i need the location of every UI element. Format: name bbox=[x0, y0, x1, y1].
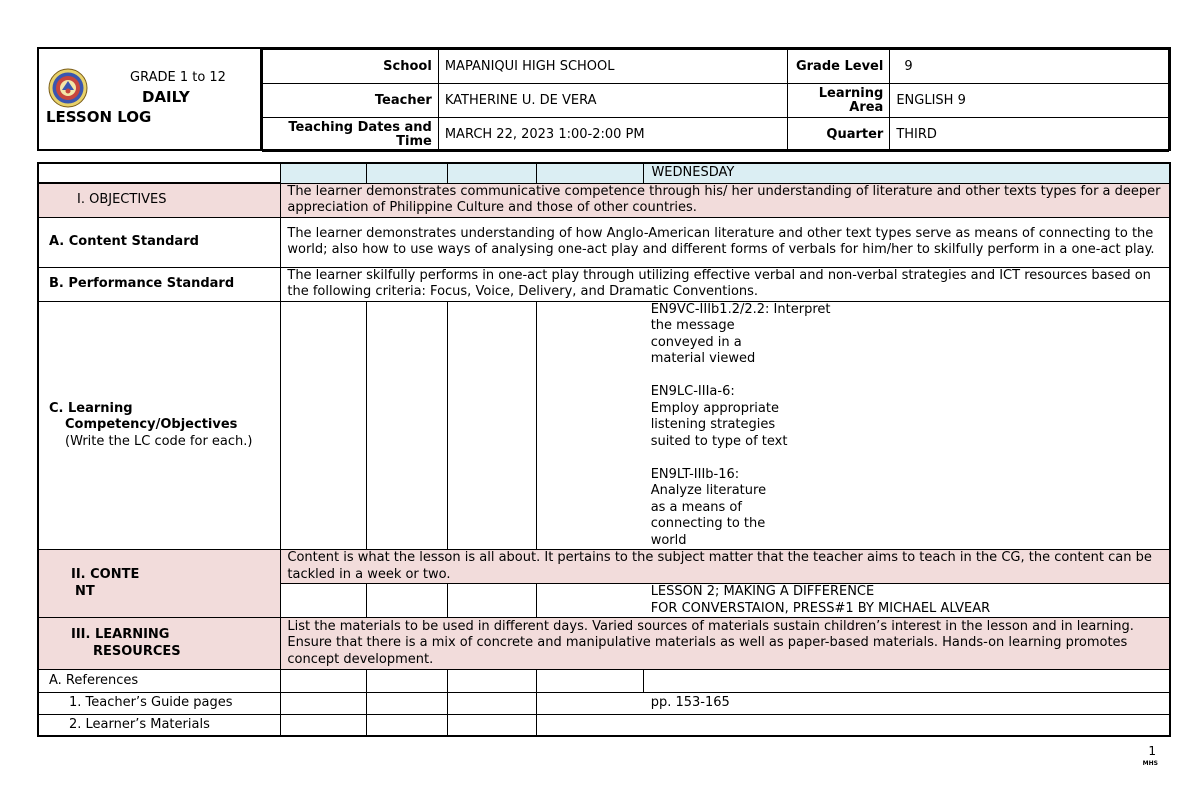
quarter-value: THIRD bbox=[890, 118, 1169, 152]
lm-col-3 bbox=[447, 715, 536, 736]
school-value: MAPANIQUI HIGH SCHOOL bbox=[438, 50, 788, 84]
content-heading-cell bbox=[38, 550, 281, 618]
content-col-1 bbox=[281, 584, 367, 618]
objectives-row bbox=[38, 183, 1170, 217]
daily-title: DAILY bbox=[142, 88, 190, 106]
competency-wednesday bbox=[536, 301, 1170, 550]
content-standard-row bbox=[38, 217, 1170, 267]
competency-label-cell bbox=[38, 301, 281, 550]
teacher-value: KATHERINE U. DE VERA bbox=[438, 84, 788, 118]
competency-item-1 bbox=[651, 302, 1163, 368]
performance-standard-row bbox=[38, 267, 1170, 301]
lesson-title: LESSON 2; MAKING A DIFFERENCE bbox=[650, 584, 875, 599]
content-standard-label: A. Content Standard bbox=[38, 217, 281, 267]
content-col-2 bbox=[367, 584, 448, 618]
references-col-5 bbox=[644, 670, 1170, 693]
content-heading-line1: II. CONTE bbox=[71, 567, 140, 582]
content-row-1 bbox=[38, 550, 1170, 584]
teaching-dates-label: Teaching Dates and Time bbox=[263, 118, 439, 152]
references-label: A. References bbox=[38, 670, 281, 693]
references-col-2 bbox=[367, 670, 448, 693]
resources-text: List the materials to be used in different days. Varied sources of materials sustain children’s interest in the lesson and in learning. Ensure that there is a mix of concrete and manipulative materials as well as paper-based materials. Hands-on learning promotes concept development. bbox=[281, 618, 1170, 670]
learners-materials-label: 2. Learner’s Materials bbox=[38, 715, 281, 736]
school-label: School bbox=[263, 50, 439, 84]
content-heading-line2: NT bbox=[75, 583, 95, 599]
lesson-log-table bbox=[37, 162, 1171, 737]
resources-heading-cell bbox=[38, 618, 281, 670]
lm-col-4 bbox=[536, 715, 1170, 736]
resources-row bbox=[38, 618, 1170, 670]
competency-text: the message bbox=[650, 318, 735, 333]
day-col-3 bbox=[447, 163, 536, 183]
competency-text: suited to type of text bbox=[650, 433, 788, 449]
day-col-2 bbox=[367, 163, 448, 183]
references-col-3 bbox=[447, 670, 536, 693]
competency-label-line2: Competency/Objectives bbox=[65, 417, 238, 432]
school-row bbox=[263, 50, 1169, 84]
references-col-4 bbox=[536, 670, 644, 693]
lm-col-1 bbox=[281, 715, 367, 736]
grade-level-value: 9 bbox=[890, 50, 1169, 84]
competency-text: as a means of bbox=[650, 499, 742, 515]
learners-materials-row bbox=[38, 715, 1170, 736]
grade-range: GRADE 1 to 12 bbox=[130, 70, 226, 85]
competency-text: world bbox=[650, 532, 687, 548]
competency-text: connecting to the bbox=[650, 516, 766, 531]
tg-col-1 bbox=[281, 693, 367, 715]
teachers-guide-pages: pp. 153-165 bbox=[536, 693, 1170, 715]
teachers-guide-row bbox=[38, 693, 1170, 715]
page-number: 1 bbox=[1148, 744, 1156, 758]
lesson-log-title: LESSON LOG bbox=[46, 108, 152, 126]
day-header-row bbox=[38, 163, 1170, 183]
competency-code-1: EN9VC-IIIb1.2/2.2: Interpret bbox=[650, 301, 831, 317]
tg-col-2 bbox=[367, 693, 448, 715]
competency-text: Analyze literature bbox=[650, 483, 767, 498]
content-text: Content is what the lesson is all about. It pertains to the subject matter that the teacher aims to teach in the CG, the content can be tackled in a week or two. bbox=[281, 550, 1170, 584]
learning-area-value: ENGLISH 9 bbox=[890, 84, 1169, 118]
competency-text: conveyed in a bbox=[650, 334, 742, 350]
performance-standard-label: B. Performance Standard bbox=[38, 267, 281, 301]
competency-label-line1: C. Learning bbox=[49, 400, 133, 416]
content-lesson-cell bbox=[536, 584, 1170, 618]
quarter-label: Quarter bbox=[788, 118, 890, 152]
objectives-text: The learner demonstrates communicative competence through his/ her understanding of literature and other texts types for a deeper appreciation of Philippine Culture and those of other countries. bbox=[281, 183, 1170, 217]
grade-level-label: Grade Level bbox=[788, 50, 890, 84]
content-col-3 bbox=[447, 584, 536, 618]
lesson-subtitle: FOR CONVERSTAION, PRESS#1 BY MICHAEL ALVEAR bbox=[650, 600, 991, 616]
competency-text: material viewed bbox=[650, 351, 756, 366]
performance-standard-text: The learner skilfully performs in one-act play through utilizing effective verbal and non-verbal strategies and ICT resources based on the following criteria: Focus, Voice, Delivery, and Dramatic Conventions. bbox=[281, 267, 1170, 301]
competency-col-1 bbox=[281, 301, 367, 550]
lm-col-2 bbox=[367, 715, 448, 736]
references-col-1 bbox=[281, 670, 367, 693]
teaching-dates-value: MARCH 22, 2023 1:00-2:00 PM bbox=[438, 118, 788, 152]
learning-area-label: Learning Area bbox=[788, 84, 890, 118]
day-col-1 bbox=[281, 163, 367, 183]
competency-code-2: EN9LC-IIIa-6: bbox=[650, 384, 735, 399]
competency-item-3 bbox=[651, 467, 1163, 550]
resources-heading-line1: III. LEARNING bbox=[71, 627, 170, 642]
day-col-wednesday: WEDNESDAY bbox=[644, 163, 1170, 183]
competency-code-3: EN9LT-IIIb-16: bbox=[650, 466, 740, 482]
content-standard-text: The learner demonstrates understanding of how Anglo-American literature and other text types serve as means of connecting to the world; also how to use ways of analysing one-act play and different forms of verbals for him/her to skilfully perform in a one-act play. bbox=[281, 217, 1170, 267]
corner-blank bbox=[38, 163, 281, 183]
competency-col-2 bbox=[367, 301, 448, 550]
tg-col-3 bbox=[447, 693, 536, 715]
competency-item-2 bbox=[651, 384, 1163, 450]
competency-text: Employ appropriate bbox=[650, 400, 779, 416]
teacher-label: Teacher bbox=[263, 84, 439, 118]
dates-row bbox=[263, 118, 1169, 152]
header-info-table bbox=[262, 49, 1169, 152]
day-col-4 bbox=[536, 163, 644, 183]
competency-text: listening strategies bbox=[650, 417, 776, 432]
competency-label-note: (Write the LC code for each.) bbox=[65, 433, 253, 449]
competency-row bbox=[38, 301, 1170, 550]
footer-mark: MHS bbox=[1142, 760, 1158, 767]
resources-heading-line2: RESOURCES bbox=[93, 643, 181, 659]
teachers-guide-label: 1. Teacher’s Guide pages bbox=[38, 693, 281, 715]
deped-seal-icon bbox=[48, 68, 88, 108]
teacher-row bbox=[263, 84, 1169, 118]
competency-col-3 bbox=[447, 301, 536, 550]
references-row bbox=[38, 670, 1170, 693]
objectives-heading: I. OBJECTIVES bbox=[38, 183, 281, 217]
